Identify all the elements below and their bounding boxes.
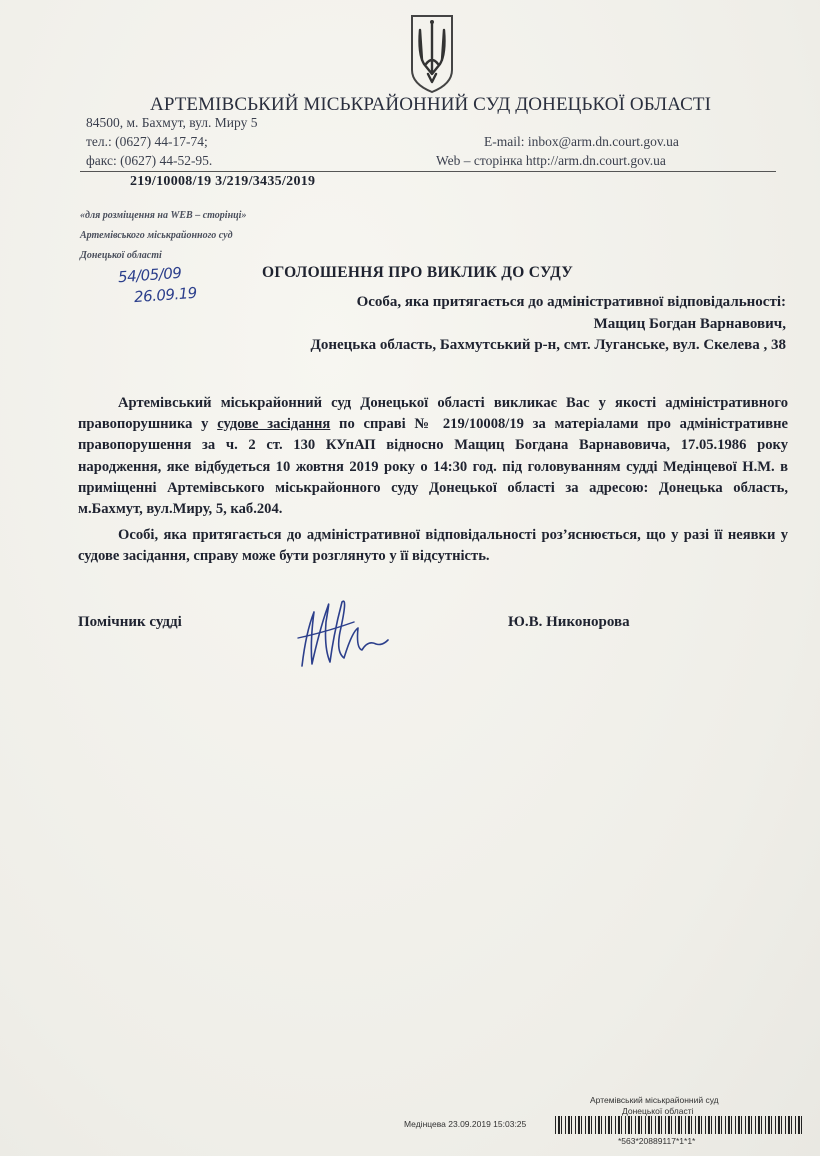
signer-name: Ю.В. Никонорова xyxy=(508,614,630,630)
handwritten-date-2: 26.09.19 xyxy=(133,283,198,307)
document-title: ОГОЛОШЕННЯ ПРО ВИКЛИК ДО СУДУ xyxy=(262,264,574,281)
signer-position: Помічник судді xyxy=(78,614,182,630)
court-name: АРТЕМІВСЬКИЙ МІСЬКРАЙОННИЙ СУД ДОНЕЦЬКОЇ ОБЛАСТІ xyxy=(150,94,712,115)
recipient-address: Донецька область, Бахмутський р-н, смт. Луганське, вул. Скелева , 38 xyxy=(310,337,786,353)
court-address: 84500, м. Бахмут, вул. Миру 5 xyxy=(86,115,258,130)
header-divider xyxy=(80,171,776,172)
paragraph-text-start: Артемівський міськрайонний суд Донецької області викликає Вас у якості адміністративного правопорушника у xyxy=(78,395,788,433)
footer-stamp-line1: Артемівський міськрайонний суд xyxy=(590,1095,719,1105)
registration-stamp: Медінцева 23.09.2019 15:03:25 xyxy=(404,1119,527,1129)
paragraph-absence-notice: Особі, яка притягається до адміністративної відповідальності роз’яснюється, що у разі її неявки у судове засідання, справу може бути розглянуто у її відсутність. xyxy=(78,527,788,565)
court-email[interactable]: E-mail: inbox@arm.dn.court.gov.ua xyxy=(484,134,679,149)
web-note-line2: Артемівського міськрайонного суд xyxy=(80,230,233,241)
paragraph-summons xyxy=(78,393,788,520)
case-numbers: 219/10008/19 3/219/3435/2019 xyxy=(130,174,316,189)
web-note-line1: «для розміщення на WEB – сторінці» xyxy=(80,210,247,221)
document-barcode xyxy=(555,1116,805,1134)
recipient-name: Мащиц Богдан Варнавович, xyxy=(593,316,786,332)
web-note-line3: Донецької області xyxy=(80,250,162,261)
court-phone: тел.: (0627) 44-17-74; xyxy=(86,134,208,149)
barcode-number: *563*20889117*1*1* xyxy=(618,1136,696,1146)
footer-stamp-line2: Донецької області xyxy=(622,1106,694,1116)
court-website[interactable]: Web – сторінка http://arm.dn.court.gov.ua xyxy=(436,153,666,168)
summons-body xyxy=(78,393,788,568)
handwritten-date-1: 54/05/09 xyxy=(117,263,182,287)
court-fax: факс: (0627) 44-52-95. xyxy=(86,153,213,168)
paragraph-text-end: по справі № 219/10008/19 за матеріалами про адміністративне правопорушення за ч. 2 ст. 130 КУпАП відносно Мащиц Богдана Варнавовича, 17.05.1986 року народження, яке відбудеться 10 жовтня 2019 року о 14:30 год. під головуванням судді Медінцевої Н.М. в приміщенні Артемівського міськрайонного суду Донецької області за адресою: Донецька область, м.Бахмут, вул.Миру, 5, каб.204. xyxy=(78,416,788,518)
handwritten-signature xyxy=(296,592,392,676)
trident-emblem-icon xyxy=(404,12,460,94)
recipient-label: Особа, яка притягається до адміністративної відповідальності: xyxy=(356,294,786,310)
underlined-hearing-term: судове засідання xyxy=(217,416,331,433)
